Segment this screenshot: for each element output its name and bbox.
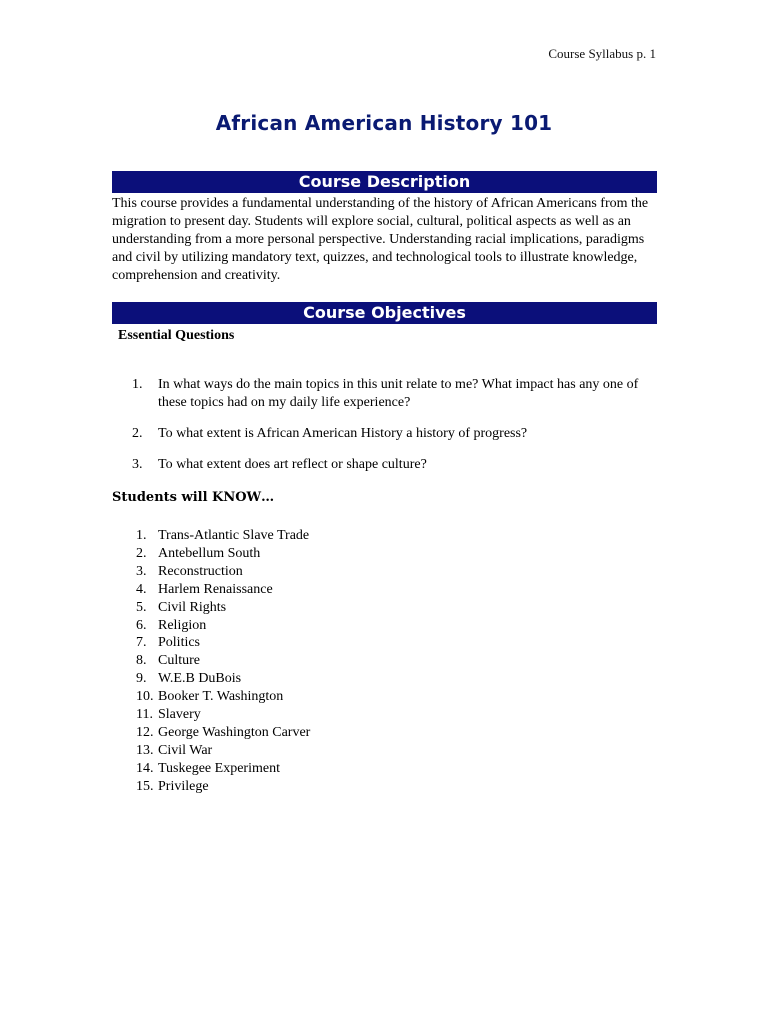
item-number: 3. [136, 563, 147, 579]
item-number: 15. [136, 778, 154, 794]
item-text: In what ways do the main topics in this unit relate to me? What impact has any one of these topics had on my daily life experience? [158, 377, 639, 410]
item-number: 12. [136, 724, 154, 740]
list-item [132, 376, 652, 412]
list-item [136, 742, 310, 760]
course-description-heading: Course Description [112, 171, 657, 193]
item-number: 9. [136, 671, 147, 687]
item-text: Tuskegee Experiment [158, 760, 280, 776]
item-text: Civil Rights [158, 599, 227, 615]
list-item [136, 581, 310, 599]
students-will-know-label: Students will KNOW… [112, 490, 275, 505]
item-number: 14. [136, 760, 154, 776]
item-number: 6. [136, 617, 147, 633]
item-text: Civil War [158, 742, 213, 758]
list-item [136, 617, 310, 635]
item-number: 1. [132, 377, 143, 392]
item-number: 8. [136, 653, 147, 669]
list-item [132, 456, 652, 474]
list-item [136, 688, 310, 706]
item-number: 2. [132, 426, 143, 441]
item-text: Privilege [158, 778, 209, 794]
item-text: Harlem Renaissance [158, 581, 273, 597]
item-number: 2. [136, 545, 147, 561]
item-text: Reconstruction [158, 563, 243, 579]
item-number: 11. [136, 707, 153, 723]
item-number: 7. [136, 635, 147, 651]
list-item [136, 527, 310, 545]
item-text: Politics [158, 635, 201, 651]
item-number: 3. [132, 457, 143, 472]
item-text: Booker T. Washington [158, 689, 284, 705]
essential-questions-label: Essential Questions [118, 328, 235, 343]
essential-questions-list [132, 376, 652, 487]
item-number: 5. [136, 599, 147, 615]
course-objectives-heading: Course Objectives [112, 302, 657, 324]
know-list [136, 527, 310, 796]
list-item [136, 778, 310, 796]
item-text: Religion [158, 617, 207, 633]
item-text: To what extent is African American History a history of progress? [158, 426, 528, 441]
list-item [136, 760, 310, 778]
item-number: 10. [136, 689, 154, 705]
course-description-text: This course provides a fundamental understanding of the history of African Americans from the migration to present day. Students will explore social, cultural, political aspects as well as an understanding from a more personal perspective. Understanding racial implications, paradigms and civil by utilizing mandatory text, quizzes, and technological tools to illustrate knowledge, comprehension and creativity. [112, 196, 649, 283]
item-text: Slavery [158, 707, 201, 723]
list-item [132, 425, 652, 443]
item-text: Antebellum South [158, 545, 261, 561]
item-text: Trans-Atlantic Slave Trade [158, 528, 310, 543]
list-item [136, 670, 310, 688]
item-number: 13. [136, 742, 154, 758]
item-number: 4. [136, 581, 147, 597]
list-item [136, 652, 310, 670]
item-text: Culture [158, 653, 200, 669]
list-item [136, 706, 310, 724]
list-item [136, 599, 310, 617]
page-title: African American History 101 [215, 111, 553, 135]
item-number: 1. [136, 528, 147, 543]
list-item [136, 634, 310, 652]
item-text: To what extent does art reflect or shape culture? [158, 457, 427, 472]
list-item [136, 563, 310, 581]
item-text: George Washington Carver [158, 724, 311, 740]
item-text: W.E.B DuBois [158, 671, 242, 687]
list-item [136, 545, 310, 563]
list-item [136, 724, 310, 742]
page-header-label: Course Syllabus p. 1 [548, 46, 656, 61]
